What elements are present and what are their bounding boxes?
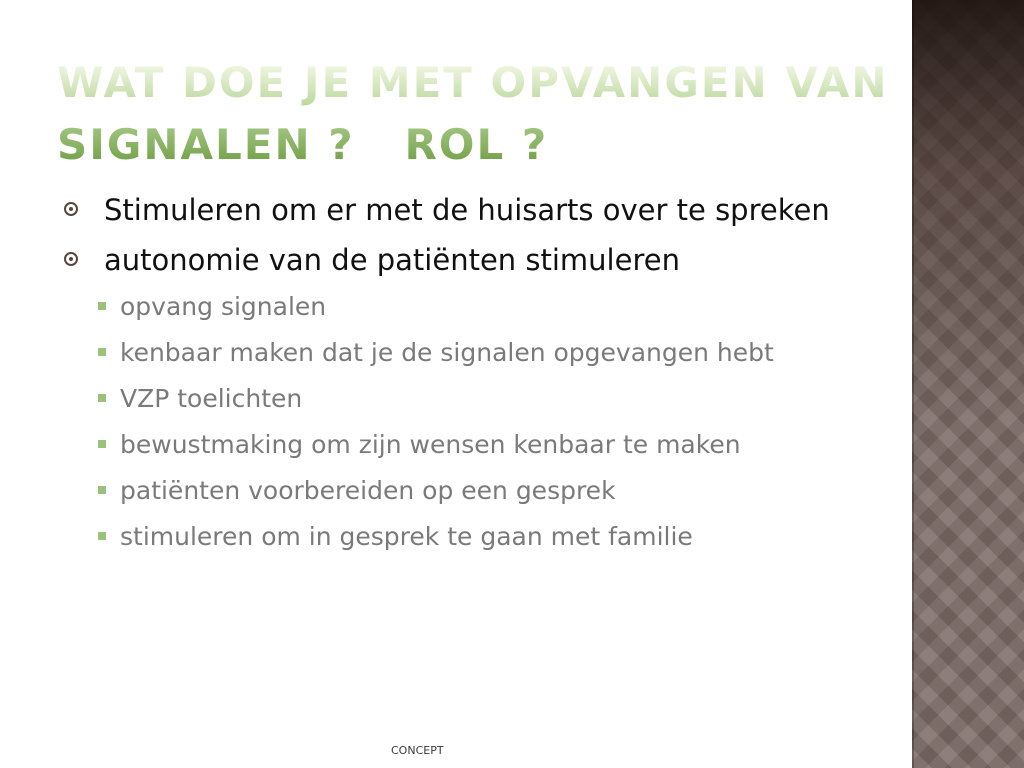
bullet-item: [60, 238, 890, 282]
sub-bullet-text: kenbaar maken dat je de signalen opgevangen hebt: [120, 338, 774, 367]
circle-dot-icon: [64, 252, 78, 266]
bullet-item: [60, 188, 890, 232]
square-bullet-icon: [98, 532, 106, 540]
sub-bullet-text: patiënten voorbereiden op een gesprek: [120, 476, 616, 505]
square-bullet-icon: [98, 302, 106, 310]
slide-title: [57, 52, 897, 176]
slide-footer: CONCEPT: [391, 744, 444, 757]
sub-bullet-item: [60, 380, 890, 418]
square-bullet-icon: [98, 486, 106, 494]
bullet-text: autonomie van de patiënten stimuleren: [104, 243, 680, 277]
slide-title-line-1: WAT DOE JE MET OPVANGEN VAN: [57, 58, 889, 107]
sub-bullet-item: [60, 288, 890, 326]
sidebar-divider: [912, 0, 914, 768]
sub-bullet-text: stimuleren om in gesprek te gaan met familie: [120, 522, 693, 551]
sub-bullet-text: bewustmaking om zijn wensen kenbaar te maken: [120, 430, 741, 459]
circle-dot-icon: [64, 202, 78, 216]
sub-bullet-item: [60, 334, 890, 372]
square-bullet-icon: [98, 440, 106, 448]
sub-bullet-item: [60, 472, 890, 510]
slide-title-line-2: SIGNALEN ? ROL ?: [57, 120, 549, 169]
square-bullet-icon: [98, 348, 106, 356]
decorative-sidebar: [912, 0, 1024, 768]
sub-bullet-item: [60, 426, 890, 464]
sub-bullet-text: opvang signalen: [120, 292, 327, 321]
slide-content: [60, 188, 890, 564]
sub-bullet-text: VZP toelichten: [120, 384, 303, 413]
bullet-text: Stimuleren om er met de huisarts over te spreken: [104, 193, 830, 227]
square-bullet-icon: [98, 394, 106, 402]
sub-bullet-item: [60, 518, 890, 556]
